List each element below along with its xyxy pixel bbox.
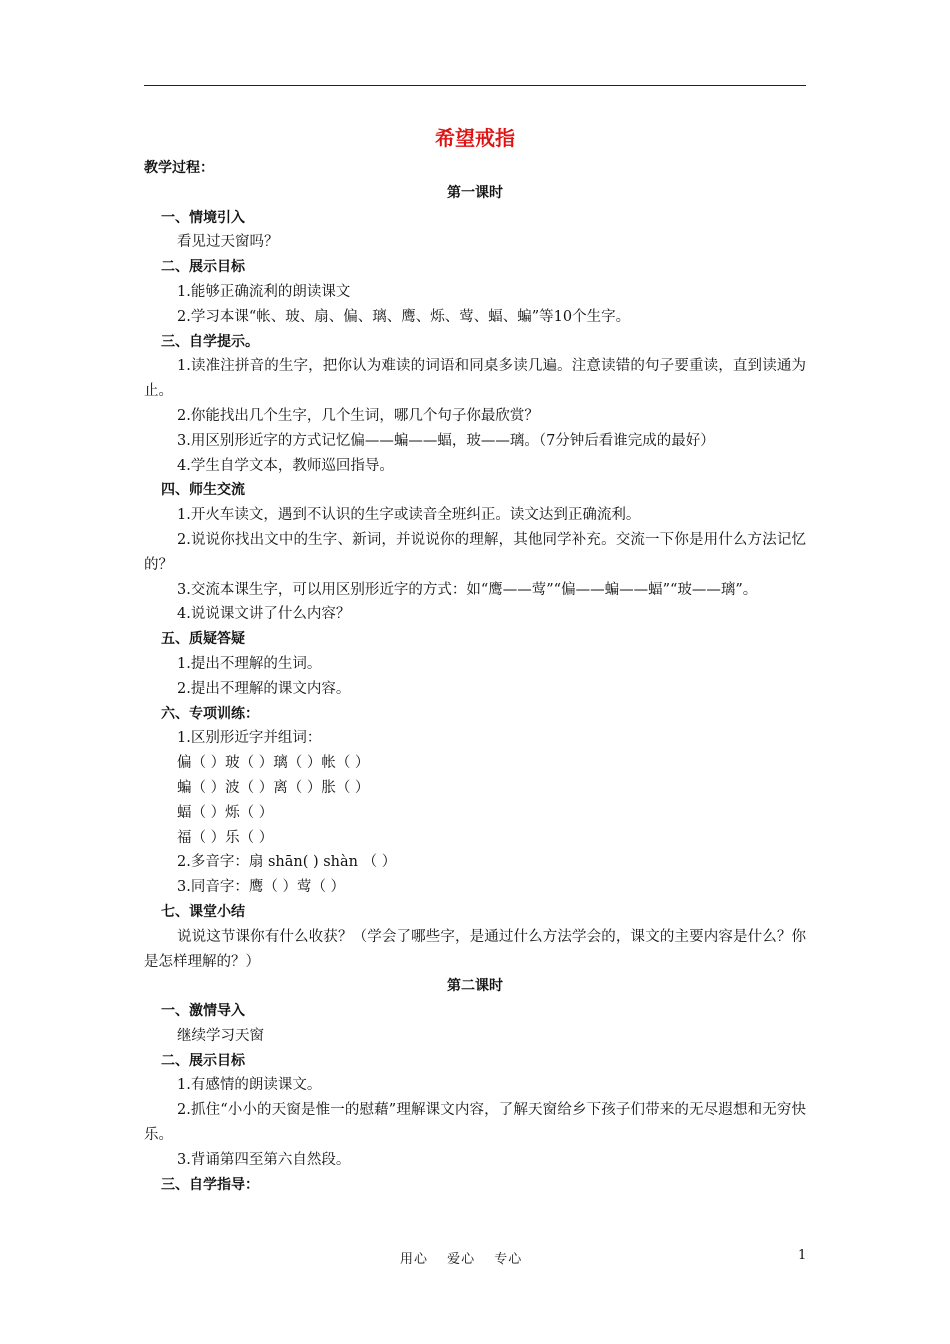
text-line: 3.用区别形近字的方式记忆偏——蝙——蝠，玻——璃。（7分钟后看谁完成的最好） — [177, 432, 715, 449]
lesson-text — [144, 156, 806, 1197]
text-line: 1.有感情的朗读课文。 — [177, 1077, 322, 1094]
text-line: 2.多音字：扇 shān( ) shàn （ ） — [177, 854, 397, 871]
text-line: 蝙（ ）波（ ）离（ ）胀（ ） — [177, 779, 370, 796]
text-line: 3.背诵第四至第六自然段。 — [177, 1151, 351, 1168]
section-heading: 教学过程： — [144, 160, 214, 176]
section-heading: 三、自学提示。 — [161, 333, 259, 350]
section-heading: 五、质疑答疑 — [161, 631, 245, 648]
text-line: 1.提出不理解的生词。 — [177, 655, 322, 672]
text-line: 继续学习天窗 — [177, 1027, 264, 1044]
section-heading: 六、专项训练： — [161, 705, 259, 722]
section-heading: 七、课堂小结 — [161, 903, 245, 920]
text-line: 福（ ）乐（ ） — [177, 829, 274, 846]
text-line: 2.你能找出几个生字，几个生词，哪几个句子你最欣赏？ — [177, 407, 539, 424]
text-line: 1.能够正确流利的朗读课文 — [177, 283, 351, 300]
section-heading: 一、激情导入 — [161, 1003, 245, 1020]
text-line: 说说这节课你有什么收获？（学会了哪些字，是通过什么方法学会的，课文的主要内容是什么？你是怎样理解的？） — [144, 928, 806, 970]
section-heading: 一、情境引入 — [161, 209, 245, 226]
text-line: 1.读准注拼音的生字，把你认为难读的词语和同桌多读几遍。注意读错的句子要重读，直到读通为止。 — [144, 358, 806, 400]
text-line: 2.说说你找出文中的生字、新词，并说说你的理解，其他同学补充。交流一下你是用什么方法记忆的？ — [144, 531, 806, 573]
page-number: 1 — [798, 1248, 807, 1263]
text-line: 蝠（ ）烁（ ） — [177, 804, 274, 821]
text-line: 1.开火车读文，遇到不认识的生字或读音全班纠正。读文达到正确流利。 — [177, 507, 641, 524]
page-footer — [0, 1248, 950, 1268]
header-rule — [144, 85, 806, 86]
footer-motto: 用心 爱心 专心 — [400, 1252, 523, 1267]
section-heading: 四、师生交流 — [161, 482, 245, 499]
section-heading: 第一课时 — [447, 184, 503, 201]
text-line: 2.学习本课“帐、玻、扇、偏、璃、鹰、烁、莺、蝠、蝙”等10个生字。 — [177, 308, 631, 325]
section-heading: 二、展示目标 — [161, 259, 245, 276]
section-heading: 第二课时 — [447, 978, 503, 995]
text-line: 看见过天窗吗？ — [177, 234, 279, 251]
text-line: 偏（ ）玻（ ）璃（ ）帐（ ） — [177, 755, 370, 772]
document-body — [144, 120, 806, 1197]
document-title: 希望戒指 — [435, 126, 515, 150]
text-line: 2.抓住“小小的天窗是惟一的慰藉”理解课文内容，了解天窗给乡下孩子们带来的无尽遐想和无穷快乐。 — [144, 1102, 806, 1144]
text-line: 4.说说课文讲了什么内容？ — [177, 606, 351, 623]
text-line: 2.提出不理解的课文内容。 — [177, 680, 351, 697]
text-line: 3.交流本课生字，可以用区别形近字的方式：如“鹰——莺”“偏——蝙——蝠”“玻——璃”。 — [177, 581, 758, 598]
section-heading: 二、展示目标 — [161, 1052, 245, 1069]
text-line: 3.同音字：鹰（ ）莺（ ） — [177, 879, 346, 896]
text-line: 1.区别形近字并组词： — [177, 730, 322, 747]
text-line: 4.学生自学文本，教师巡回指导。 — [177, 457, 394, 474]
section-heading: 三、自学指导： — [161, 1176, 259, 1193]
